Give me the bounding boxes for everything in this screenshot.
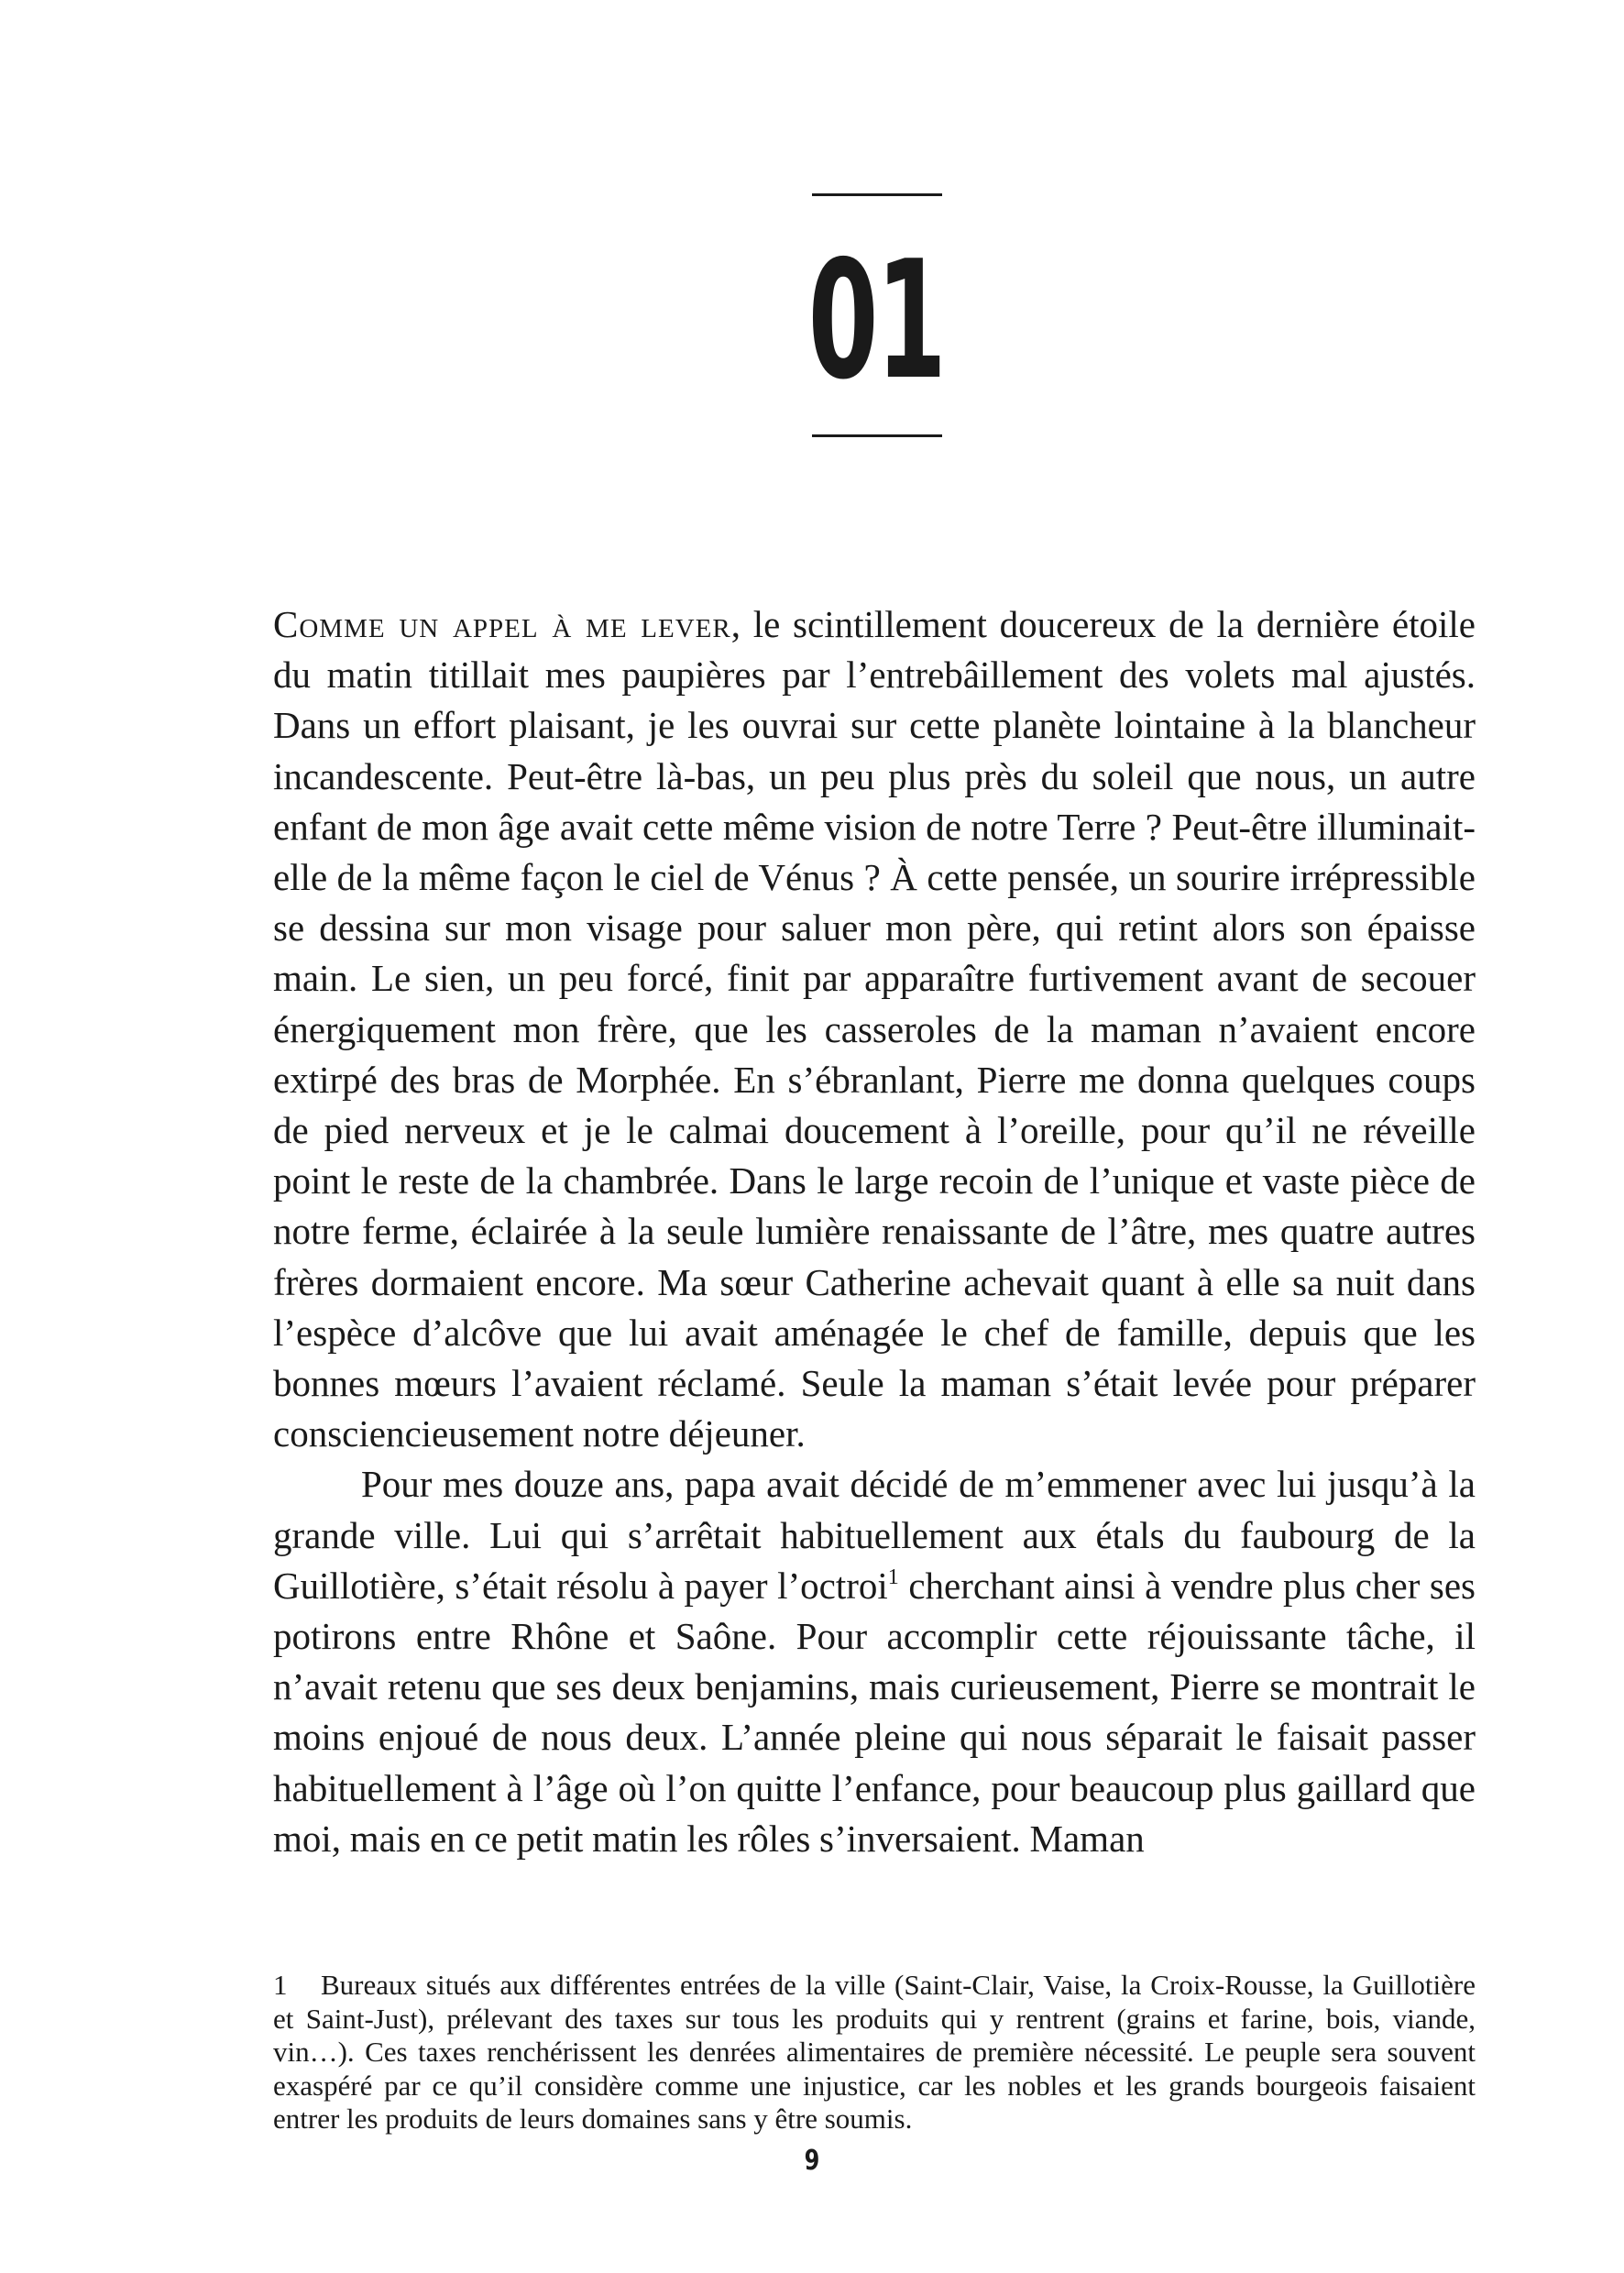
paragraph-2-text-before-note: Pour mes douze ans, papa avait décidé de m’emmener avec lui jusqu’à la grande ville. Lui qui s’arrêtait habituellement aux étals du faubourg de la Guillotière, s’était résolu à payer l’octroi — [273, 1463, 1476, 1607]
footnote-reference[interactable]: 1 — [887, 1565, 899, 1589]
paragraph-2 — [273, 1459, 1476, 1864]
paragraph-2-text-after-note: cherchant ainsi à vendre plus cher ses potirons entre Rhône et Saône. Pour accomplir cette réjouissante tâche, il n’avait retenu que ses deux benjamins, mais curieusement, Pierre se montrait le moins enjoué de nous deux. L’année pleine qui nous séparait le faisait passer habituellement à l’âge où l’on quitte l’enfance, pour beaucoup plus gaillard que moi, mais en ce petit matin les rôles s’inversaient. Maman — [273, 1564, 1476, 1860]
page-number: 9 — [804, 2145, 820, 2177]
chapter-number: 01 — [807, 225, 945, 415]
footnote-text: Bureaux situés aux différentes entrées de la ville (Saint-Clair, Vaise, la Croix-Rousse, la Guillotière et Saint-Just), prélevant des taxes sur tous les produits qui y rentrent (grains et farine, bois, viande, vin…). Ces taxes renchérissent les denrées alimentaires de première nécessité. Le peuple sera souvent exaspéré par ce qu’il considère comme une injustice, car les nobles et les grands bourgeois faisaient entrer les produits de leurs domaines sans y être soumis. — [273, 1969, 1476, 2135]
paragraph-1-text: , le scintillement doucereux de la dernière étoile du matin titillait mes paupières par l’entrebâillement des volets mal ajustés. Dans un effort plaisant, je les ouvrai sur cette planète lointaine à la blancheur incandescente. Peut-être là-bas, un peu plus près du soleil que nous, un autre enfant de mon âge avait cette même vision de notre Terre ? Peut-être illuminait-elle de la même façon le ciel de Vénus ? À cette pensée, un sourire irrépressible se dessina sur mon visage pour saluer mon père, qui retint alors son épaisse main. Le sien, un peu forcé, finit par apparaître furtivement avant de secouer énergiquement mon frère, que les casseroles de la maman n’avaient encore extirpé des bras de Morphée. En s’ébranlant, Pierre me donna quelques coups de pied nerveux et je le calmai doucement à l’oreille, pour qu’il ne réveille point le reste de la chambrée. Dans le large recoin de l’unique et vaste pièce de notre ferme, éclairée à la seule lumière renaissante de l’âtre, mes quatre autres frères dormaient encore. Ma sœur Catherine achevait quant à elle sa nuit dans l’espèce d’alcôve que lui avait aménagée le chef de famille, depuis que les bonnes mœurs l’avaient réclamé. Seule la maman s’était levée pour préparer consciencieusement notre déjeuner. — [273, 603, 1476, 1455]
paragraph-lead-in: Comme un appel à me lever — [273, 603, 731, 645]
chapter-rule-bottom — [812, 434, 942, 437]
body-text — [273, 599, 1476, 1864]
footnote-number: 1 — [273, 1969, 288, 2001]
paragraph-1 — [273, 599, 1476, 1459]
footnote — [273, 1969, 1476, 2136]
chapter-rule-top — [812, 193, 942, 196]
